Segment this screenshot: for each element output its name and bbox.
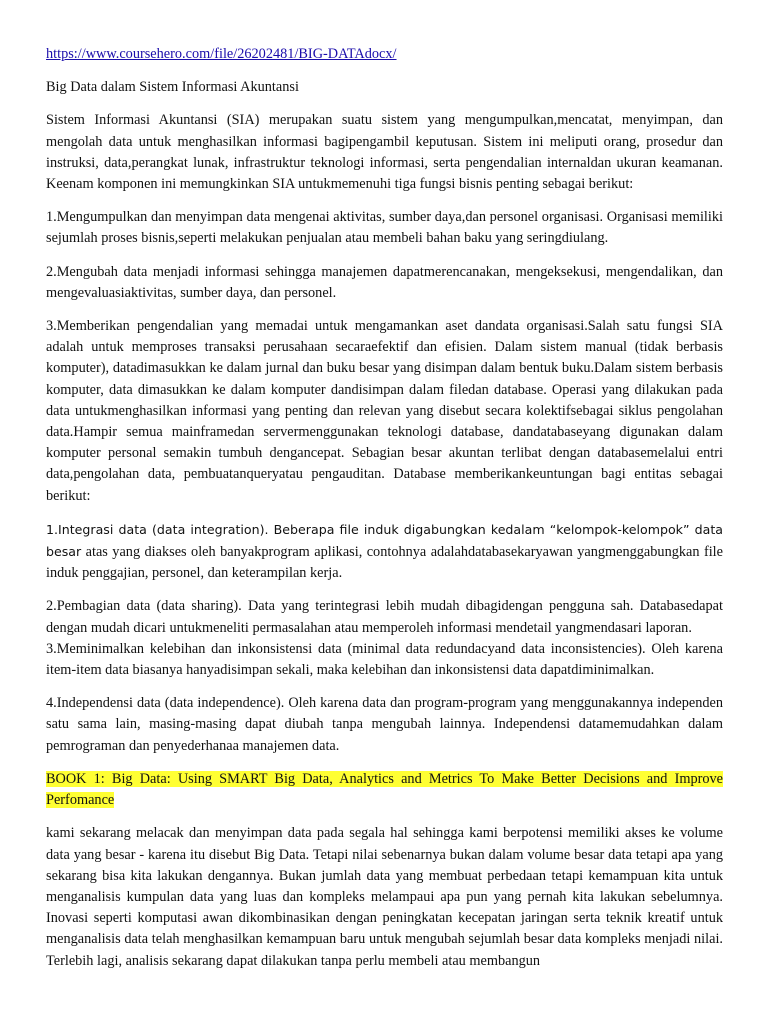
paragraph-book: kami sekarang melacak dan menyimpan data pada segala hal sehingga kami berpotensi memiliki akses ke volume data yang besar - karena itu disebut Big Data. Tetapi nilai sebenarnya bukan dalam volume besar data tetapi apa yang sekarang bisa kita lakukan dengannya. Bukan jumlah data yang membuat perbedaan tetapi kemampuan kita untuk menganalisis kumpulan data yang luas dan kompleks melampaui apa pun yang pernah kita lakukan sebelumnya. Inovasi seperti komputasi awan dikombinasikan dengan peningkatan kecepatan jaringan serta teknik kreatif untuk menganalisis data telah menghasilkan kemampuan baru untuk mengubah sejumlah besar data kompleks menjadi nilai. Terlebih lagi, analisis sekarang dapat dilakukan tanpa perlu membeli atau membangun (46, 825, 723, 969)
paragraph-db-1-rest: atas yang diakses oleh banyakprogram aplikasi, contohnya adalahdatabasekaryawan yangmenggabungkan file induk penggajian, personel, dan keterampilan kerja. (46, 544, 723, 582)
source-link-line (46, 44, 723, 65)
book-heading-highlight: BOOK 1: Big Data: Using SMART Big Data, Analytics and Metrics To Make Better Decisions and Improve Perfomance (46, 770, 723, 809)
paragraph-db-1 (46, 519, 723, 585)
paragraph-fungsi-3: 3.Memberikan pengendalian yang memadai untuk mengamankan aset dandata organisasi.Salah satu fungsi SIA adalah untuk memproses transaksi perusahaan secaraefektif dan efisien. Dalam sistem manual (tidak berbasis komputer), datadimasukkan ke dalam jurnal dan buku besar yang disimpan dalam bentuk buku.Dalam sistem berbasis komputer, data dimasukkan ke dalam komputer dandisimpan dalam filedan database. Operasi yang dilakukan pada data untukmenghasilkan informasi yang penting dan relevan yang disebut secara kolektifsebagai siklus pengolahan data.Hampir semua mainframedan servermenggunakan teknologi database, dandatabaseyang digunakan dalam komputer personal semakin tumbuh dengancepat. Sebagian besar akuntan terlibat dengan databasemelalui entri data,pengolahan data, pembuatanqueryatau pengauditan. Database memberikankeuntungan bagi entitas sebagai berikut: (46, 318, 723, 504)
paragraph-db-2: 2.Pembagian data (data sharing). Data yang terintegrasi lebih mudah dibagidengan pengguna sah. Databasedapat dengan mudah dicari untukmeneliti permasalahan atau memperoleh informasi mendetail yangmendasari laporan. (46, 598, 723, 636)
book-heading (46, 769, 723, 811)
document-title: Big Data dalam Sistem Informasi Akuntansi (46, 79, 299, 96)
paragraph-fungsi-2: 2.Mengubah data menjadi informasi sehingga manajemen dapatmerencanakan, mengeksekusi, mengendalikan, dan mengevaluasiaktivitas, sumber daya, dan personel. (46, 263, 723, 301)
source-link[interactable]: https://www.coursehero.com/file/26202481/BIG-DATAdocx/ (46, 46, 397, 62)
paragraph-db-4: 4.Independensi data (data independence). Oleh karena data dan program-program yang menggunakannya independen satu sama lain, masing-masing dapat diubah tanpa mengubah lainnya. Independensi datamemudahkan dalam pemrograman dan penyederhanaa manajemen data. (46, 695, 723, 754)
paragraph-db-3: 3.Meminimalkan kelebihan dan inkonsistensi data (minimal data redundacyand data inconsistencies). Oleh karena item-item data biasanya hanyadisimpan sekali, maka kelebihan dan inkonsistensi data dapatdiminimalkan. (46, 640, 723, 679)
paragraph-db-1-lead: 1.Integrasi data (data integration). Beberapa file induk digabungkan kedalam “kelompok-kelompok” data besar (46, 521, 723, 560)
paragraph-fungsi-1: 1.Mengumpulkan dan menyimpan data mengenai aktivitas, sumber daya,dan personel organisasi. Organisasi memiliki sejumlah proses bisnis,seperti melakukan penjualan atau membeli bahan baku yang seringdiulang. (46, 209, 723, 247)
paragraph-intro: Sistem Informasi Akuntansi (SIA) merupakan suatu sistem yang mengumpulkan,mencatat, menyimpan, dan mengolah data untuk menghasilkan informasi bagipengambil keputusan. Sistem ini meliputi orang, prosedur dan instruksi, data,perangkat lunak, infrastruktur teknologi informasi, serta pengendalian internaldan ukuran keamanan. Keenam komponen ini memungkinkan SIA untukmemenuhi tiga fungsi bisnis penting sebagai berikut: (46, 112, 723, 193)
